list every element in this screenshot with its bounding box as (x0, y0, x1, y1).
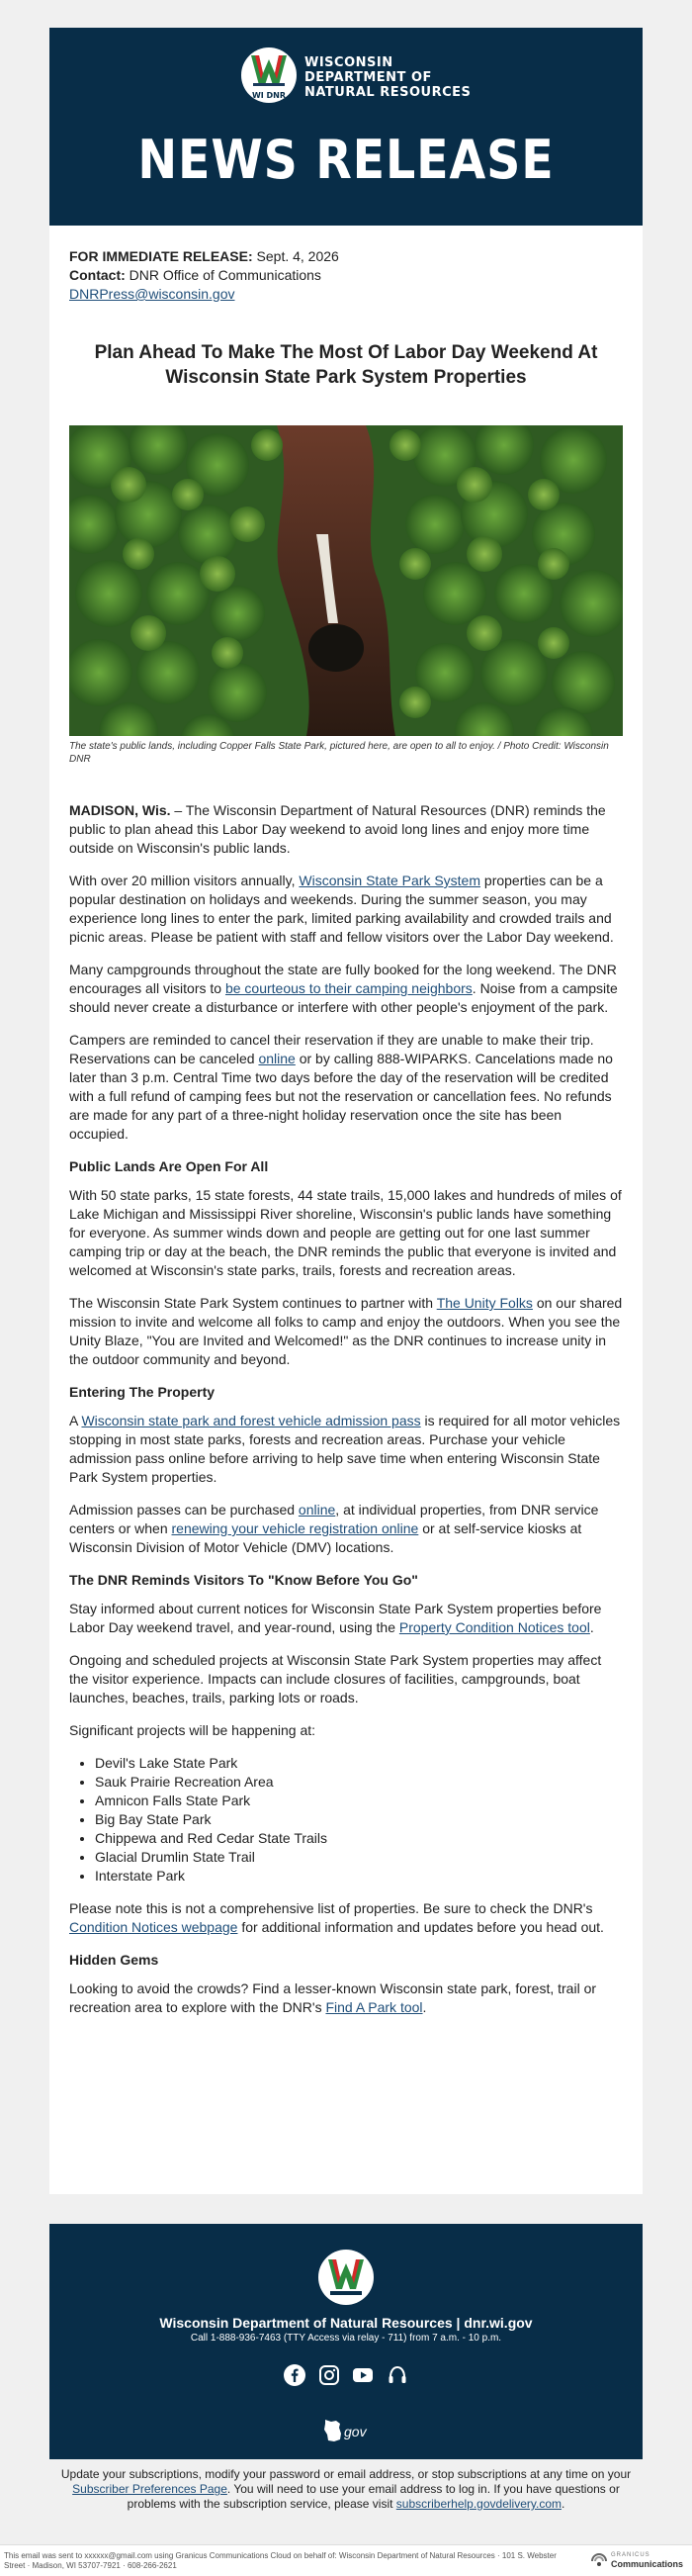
list-item: • Interstate Park (95, 1867, 623, 1886)
paragraph-text: . (422, 1999, 427, 2015)
bottom-bar (0, 2544, 692, 2576)
section-heading: Public Lands Are Open For All (69, 1158, 269, 1174)
paragraph: Ongoing and scheduled projects at Wisconsin State Park System properties may affect the visitor experience. Impacts can include closures of facilities, campgrounds, boat launches, beaches, trails, parking lots or roads. (69, 1652, 602, 1705)
subscription-fine-print (49, 2467, 643, 2512)
photo-illustration (69, 425, 623, 736)
paragraph (69, 1600, 623, 1637)
paragraph (69, 1899, 623, 1937)
unity-folks-link[interactable]: The Unity Folks (436, 1295, 533, 1311)
release-date: Sept. 4, 2026 (256, 248, 339, 264)
paragraph (69, 1031, 623, 1144)
paragraph-text: on our shared mission to invite and welcome all folks to camp and enjoy the outdoors. When you see the Unity Blaze, "You are Invited and Welcomed!" as the DNR continues to increase unity in the outdoor community and beyond. (69, 1295, 623, 1367)
renew-registration-link[interactable]: renewing your vehicle registration online (171, 1520, 419, 1536)
contact-value: DNR Office of Communications (129, 267, 321, 283)
paragraph-text: Looking to avoid the crowds? Find a lesser-known Wisconsin state park, forest, trail or recreation area to explore with the DNR's (69, 1980, 597, 2015)
condition-notices-link[interactable]: Condition Notices webpage (69, 1919, 238, 1935)
agency-line: WISCONSIN (304, 55, 393, 70)
paragraph (69, 1294, 623, 1369)
paragraph-text: or at self-service kiosks at Wisconsin Division of Motor Vehicle (DMV) locations. (69, 1520, 582, 1555)
list-item: • Amnicon Falls State Park (95, 1792, 623, 1810)
section-heading: Hidden Gems (69, 1952, 159, 1968)
paragraph (69, 872, 623, 947)
masthead (49, 28, 643, 226)
section-heading: The DNR Reminds Visitors To "Know Before You Go" (69, 1572, 418, 1588)
dateline: MADISON, Wis. (69, 802, 171, 818)
section-heading: Entering The Property (69, 1384, 216, 1400)
granicus-brand-text: Communications (611, 2559, 684, 2569)
logo-text: WI DNR (251, 91, 287, 100)
state-park-system-link[interactable]: Wisconsin State Park System (299, 873, 481, 888)
photo-caption: The state's public lands, including Copper Falls State Park, pictured here, are open to all to enjoy. / Photo Credit: Wisconsin DNR (69, 741, 609, 765)
agency-name (304, 55, 471, 100)
paragraph: With 50 state parks, 15 state forests, 44 state trails, 15,000 lakes and hundreds of miles of Lake Michigan and Mississippi River shoreline, Wisconsin's public lands have something for everyone. As summer winds down and people are getting out for one last summer camping trip or day at the beach, the DNR reminds the public that everyone is invited and welcomed at Wisconsin's state parks, trails, forests and recreation areas. (69, 1187, 622, 1278)
wisconsin-gov-logo[interactable] (322, 2418, 372, 2445)
release-label: FOR IMMEDIATE RELEASE: (69, 248, 253, 264)
subscriber-preferences-link[interactable]: Subscriber Preferences Page (72, 2482, 227, 2496)
granicus-small-text: GRANICUS (611, 2552, 650, 2558)
wi-dnr-logo[interactable] (241, 47, 297, 113)
paragraph-text: is required for all motor vehicles stopping in most state parks, forests and recreation areas. Purchase your vehicle admission pass online before arriving to help save time when entering Wisconsin State Park System properties. (69, 1413, 621, 1485)
list-item: • Big Bay State Park (95, 1810, 623, 1829)
wisconsin-state-icon (322, 2418, 344, 2443)
fine-text: . (561, 2497, 565, 2511)
cancel-online-link[interactable]: online (258, 1051, 296, 1066)
sent-to-text: This email was sent to xxxxxx@gmail.com using Granicus Communications Cloud on behalf of: Wisconsin Department of Natural Resources · 101 S. Webster Street · Madison, WI 53707-7921 · 608-266-2621 (4, 2551, 557, 2570)
paragraph-text: Campers are reminded to cancel their reservation if they are unable to make their trip. Reservations can be canceled (69, 1032, 594, 1066)
contact-label: Contact: (69, 267, 126, 283)
subscriber-help-link[interactable]: subscriberhelp.govdelivery.com (395, 2497, 562, 2511)
paragraph (69, 801, 623, 858)
paragraph-text: Admission passes can be purchased (69, 1502, 299, 1518)
property-condition-notices-link[interactable]: Property Condition Notices tool (398, 1619, 590, 1635)
instagram-icon[interactable] (318, 2364, 340, 2386)
article-body (69, 801, 623, 2031)
find-a-park-link[interactable]: Find A Park tool (325, 1999, 423, 2015)
paragraph-text: – The Wisconsin Department of Natural Resources (DNR) reminds the public to plan ahead this Labor Day weekend to avoid long lines and enjoy more time outside on Wisconsin's public lands. (69, 802, 606, 856)
paragraph-text: . (589, 1619, 594, 1635)
email-card (49, 28, 643, 2194)
paragraph-text: The Wisconsin State Park System continues to partner with (69, 1295, 437, 1311)
w-logo-icon (249, 53, 289, 89)
fine-text: . You will need to use your email address to log in. If you have questions or problems with the subscription service, please visit (127, 2482, 620, 2511)
fine-text: Update your subscriptions, modify your password or email address, or stop subscriptions at any time on your (60, 2467, 632, 2481)
forest-waterfall-photo (69, 425, 623, 736)
youtube-icon[interactable] (352, 2364, 374, 2386)
paragraph-text: properties can be a popular destination on holidays and weekends. During the summer season, you may experience long lines to enter the park, limited parking availability and crowded trails and picnic areas. Please be patient with staff and fellow visitors over the Labor Day weekend. (69, 873, 614, 945)
footer-band (49, 2224, 643, 2459)
paragraph-text: Many campgrounds throughout the state are fully booked for the long weekend. The DNR encourages all visitors to (69, 962, 617, 996)
paragraph (69, 1412, 623, 1487)
paragraph-text: for additional information and updates before you head out. (237, 1919, 604, 1935)
courteous-neighbors-link[interactable]: be courteous to their camping neighbors (224, 980, 473, 996)
paragraph-text: or by calling 888-WIPARKS. Cancelations made no later than 3 p.m. Central Time two days before the day of the reservation will be credited with a full refund of camping fees but not the reservation or cancellation fees. No refunds are made for any part of a three-night holiday reservation once the site has been occupied. (69, 1051, 613, 1142)
paragraph (69, 1501, 623, 1557)
paragraph-text: Stay informed about current notices for Wisconsin State Park System properties before Labor Day weekend travel, and year-round, using the (69, 1601, 602, 1635)
list-item: • Glacial Drumlin State Trail (95, 1848, 623, 1867)
wi-dnr-footer-logo-icon[interactable] (318, 2250, 374, 2305)
release-meta (69, 247, 623, 304)
paragraph: Significant projects will be happening at: (69, 1722, 316, 1738)
press-email-link[interactable]: DNRPress@wisconsin.gov (69, 286, 235, 302)
footer-call: Call 1-888-936-7463 (TTY Access via relay - 711) from 7 a.m. - 10 p.m. (190, 2333, 502, 2344)
news-release-title: NEWS RELEASE (137, 129, 555, 191)
paragraph-text: Please note this is not a comprehensive list of properties. Be sure to check the DNR's (69, 1900, 593, 1916)
paragraph (69, 961, 623, 1017)
headline: Plan Ahead To Make The Most Of Labor Day Weekend At Wisconsin State Park System Properties (94, 342, 598, 388)
paragraph (69, 1979, 623, 2017)
list-item: • Sauk Prairie Recreation Area (95, 1773, 623, 1792)
agency-line: DEPARTMENT OF (304, 70, 432, 85)
footer-org[interactable]: Wisconsin Department of Natural Resources | dnr.wi.gov (159, 2315, 533, 2331)
paragraph-text: With over 20 million visitors annually, (69, 873, 300, 888)
gov-logo-text: gov (344, 2424, 367, 2439)
purchase-online-link[interactable]: online (298, 1502, 336, 1518)
podcast-icon[interactable] (387, 2364, 408, 2386)
social-links (49, 2364, 643, 2386)
granicus-logo[interactable] (589, 2551, 688, 2571)
list-item: • Devil's Lake State Park (95, 1754, 623, 1773)
granicus-mark-icon (589, 2551, 609, 2571)
facebook-icon[interactable] (284, 2364, 305, 2386)
admission-pass-link[interactable]: Wisconsin state park and forest vehicle admission pass (81, 1413, 421, 1428)
paragraph-text: , at individual properties, from DNR service centers or when (69, 1502, 599, 1536)
agency-line: NATURAL RESOURCES (304, 85, 472, 100)
paragraph-text: A (69, 1413, 82, 1428)
projects-list (69, 1754, 623, 1886)
list-item: • Chippewa and Red Cedar State Trails (95, 1829, 623, 1848)
paragraph-text: . Noise from a campsite should never create a disturbance or interfere with other people's enjoyment of the park. (69, 980, 618, 1015)
